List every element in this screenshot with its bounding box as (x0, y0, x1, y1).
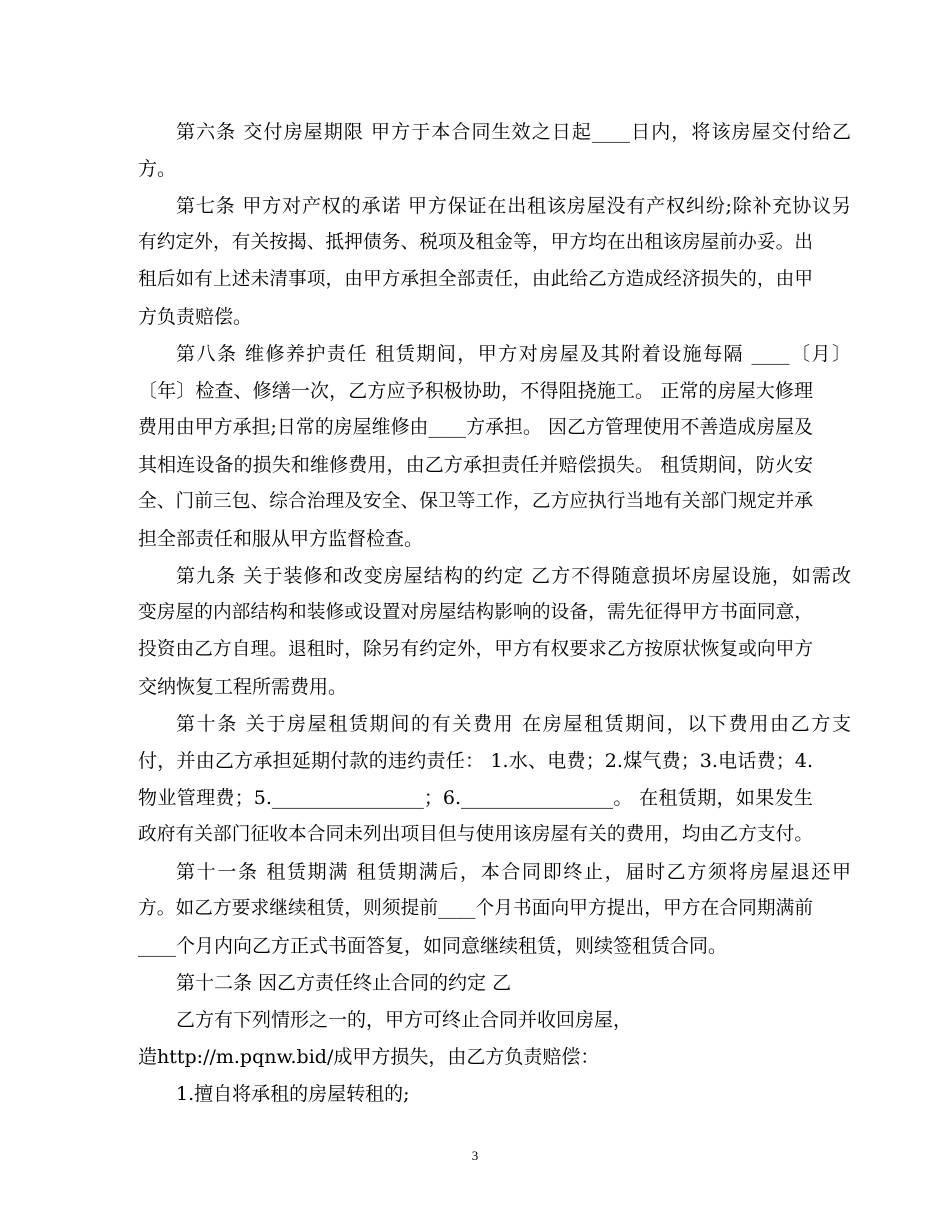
text-line: 交纳恢复工程所需费用。 (138, 676, 348, 698)
text-line: 政府有关部门征收本合同未列出项目但与使用该房屋有关的费用，均由乙方支付。 (138, 824, 813, 845)
text-line: 第六条 交付房屋期限 甲方于本合同生效之日起____日内，将该房屋交付给乙 (176, 121, 851, 143)
text-line: 第七条 甲方对产权的承诺 甲方保证在出租该房屋没有产权纠纷;除补充协议另 (176, 195, 851, 217)
text-line: 第十一条 租赁期满 租赁期满后，本合同即终止，届时乙方须将房屋退还甲 (176, 861, 851, 883)
text-line: 其相连设备的损失和维修费用，由乙方承担责任并赔偿损失。 租赁期间，防火安 (138, 454, 813, 476)
text-line: 有约定外，有关按揭、抵押债务、税项及租金等，甲方均在出租该房屋前办妥。出 (138, 232, 813, 253)
text-line: 乙方有下列情形之一的，甲方可终止合同并收回房屋， (176, 1009, 633, 1031)
text-line: 物业管理费；5.________________；6.________________。 在租赁期，如果发生 (138, 787, 813, 809)
text-line: 投资由乙方自理。退租时，除另有约定外，甲方有权要求乙方按原状恢复或向甲方 (138, 639, 813, 660)
text-line: 担全部责任和服从甲方监督检查。 (138, 528, 424, 550)
text-line: 第八条 维修养护责任 租赁期间，甲方对房屋及其附着设施每隔 ____〔月〕 (176, 343, 851, 365)
text-line: 第十条 关于房屋租赁期间的有关费用 在房屋租赁期间，以下费用由乙方支 (176, 713, 851, 735)
text-line: 〔年〕检查、修缮一次，乙方应予积极协助，不得阻挠施工。 正常的房屋大修理 (138, 380, 813, 402)
text-line: 1.擅自将承租的房屋转租的; (176, 1083, 410, 1105)
text-line: 方负责赔偿。 (138, 306, 253, 328)
text-line: 第十二条 因乙方责任终止合同的约定 乙 (176, 972, 512, 994)
text-line: ____个月内向乙方正式书面答复，如同意继续租赁，则续签租赁合同。 (138, 935, 728, 957)
text-line: 付，并由乙方承担延期付款的违约责任： 1.水、电费；2.煤气费；3.电话费；4. (138, 750, 813, 772)
page-number: 3 (471, 1148, 479, 1163)
text-line: 费用由甲方承担;日常的房屋维修由____方承担。 因乙方管理使用不善造成房屋及 (138, 417, 813, 438)
text-line: 租后如有上述未清事项，由甲方承担全部责任，由此给乙方造成经济损失的，由甲 (138, 269, 813, 290)
text-line: 第九条 关于装修和改变房屋结构的约定 乙方不得随意损坏房屋设施，如需改 (176, 565, 851, 587)
text-line: 造http://m.pqnw.bid/成甲方损失，由乙方负责赔偿： (138, 1046, 600, 1068)
text-line: 全、门前三包、综合治理及安全、保卫等工作，乙方应执行当地有关部门规定并承 (138, 491, 813, 512)
text-line: 方。如乙方要求继续租赁，则须提前____个月书面向甲方提出，甲方在合同期满前 (138, 898, 813, 919)
text-line: 方。 (138, 158, 177, 180)
text-line: 变房屋的内部结构和装修或设置对房屋结构影响的设备，需先征得甲方书面同意， (138, 602, 813, 623)
